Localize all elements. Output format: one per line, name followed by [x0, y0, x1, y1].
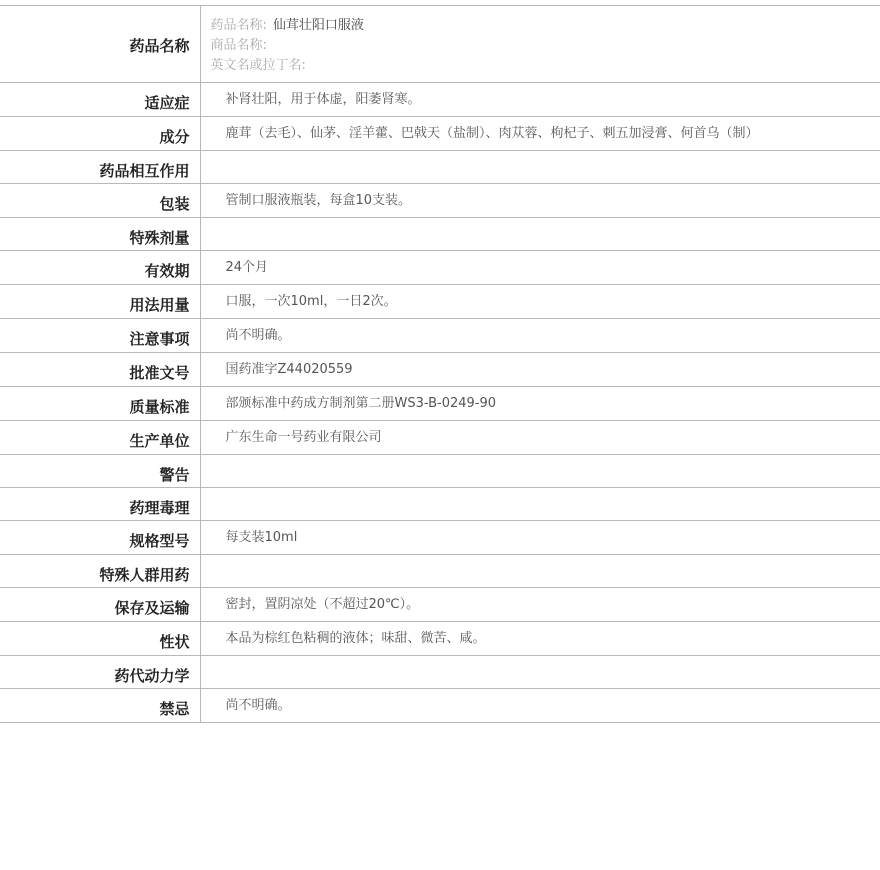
table-row-specification	[0, 521, 880, 555]
generic-name-label: 药品名称:	[210, 18, 267, 33]
drug-name-cell	[200, 6, 880, 83]
table-row-storage	[0, 588, 880, 622]
row-value	[200, 218, 880, 251]
table-row-packaging	[0, 184, 880, 218]
table-row-indications	[0, 83, 880, 117]
row-value	[200, 555, 880, 588]
row-label: 适应症	[0, 83, 200, 117]
row-value: 部颁标准中药成方制剂第二册WS3-B-0249-90	[200, 387, 880, 421]
table-row-quality-standard	[0, 387, 880, 421]
table-row-shelf-life	[0, 251, 880, 285]
row-label: 警告	[0, 455, 200, 488]
row-label: 包装	[0, 184, 200, 218]
row-value	[200, 656, 880, 689]
row-label: 药代动力学	[0, 656, 200, 689]
row-value: 国药准字Z44020559	[200, 353, 880, 387]
table-row-interactions	[0, 151, 880, 184]
row-label: 质量标准	[0, 387, 200, 421]
table-row-dosage	[0, 285, 880, 319]
table-row-warning	[0, 455, 880, 488]
row-label: 保存及运输	[0, 588, 200, 622]
row-value: 广东生命一号药业有限公司	[200, 421, 880, 455]
table-row-pharmacokinetics	[0, 656, 880, 689]
table-row-special-dosage	[0, 218, 880, 251]
row-value	[200, 488, 880, 521]
row-value: 尚不明确。	[200, 319, 880, 353]
row-label: 生产单位	[0, 421, 200, 455]
generic-name-value: 仙茸壮阳口服液	[272, 18, 364, 33]
row-value: 24个月	[200, 251, 880, 285]
row-label: 有效期	[0, 251, 200, 285]
row-value: 每支装10ml	[200, 521, 880, 555]
row-label: 药品相互作用	[0, 151, 200, 184]
row-label: 禁忌	[0, 689, 200, 723]
row-label: 药理毒理	[0, 488, 200, 521]
table-row-pharmacology	[0, 488, 880, 521]
row-value: 管制口服液瓶装，每盒10支装。	[200, 184, 880, 218]
row-value: 口服，一次10ml，一日2次。	[200, 285, 880, 319]
drug-info-table	[0, 5, 880, 723]
row-label: 特殊剂量	[0, 218, 200, 251]
row-value: 密封，置阴凉处（不超过20℃）。	[200, 588, 880, 622]
row-label: 注意事项	[0, 319, 200, 353]
row-label: 用法用量	[0, 285, 200, 319]
latin-name-line	[211, 56, 871, 76]
table-row-ingredients	[0, 117, 880, 151]
row-label: 批准文号	[0, 353, 200, 387]
row-value: 补肾壮阳，用于体虚，阳萎肾寒。	[200, 83, 880, 117]
row-value: 尚不明确。	[200, 689, 880, 723]
row-label: 性状	[0, 622, 200, 656]
table-row-precautions	[0, 319, 880, 353]
row-label: 药品名称	[0, 6, 200, 83]
table-row-approval-number	[0, 353, 880, 387]
table-row-special-populations	[0, 555, 880, 588]
row-value: 本品为棕红色粘稠的液体；味甜、微苦、咸。	[200, 622, 880, 656]
table-row-drug-name	[0, 6, 880, 83]
row-label: 成分	[0, 117, 200, 151]
generic-name-line	[211, 16, 871, 36]
latin-name-label: 英文名或拉丁名:	[210, 58, 306, 73]
row-value: 鹿茸（去毛）、仙茅、淫羊藿、巴戟天（盐制）、肉苁蓉、枸杞子、刺五加浸膏、何首乌（制）	[200, 117, 880, 151]
row-label: 特殊人群用药	[0, 555, 200, 588]
row-value	[200, 455, 880, 488]
row-label: 规格型号	[0, 521, 200, 555]
row-value	[200, 151, 880, 184]
table-row-manufacturer	[0, 421, 880, 455]
trade-name-label: 商品名称:	[210, 38, 267, 53]
table-row-contraindications	[0, 689, 880, 723]
table-row-description	[0, 622, 880, 656]
trade-name-line	[211, 36, 871, 56]
